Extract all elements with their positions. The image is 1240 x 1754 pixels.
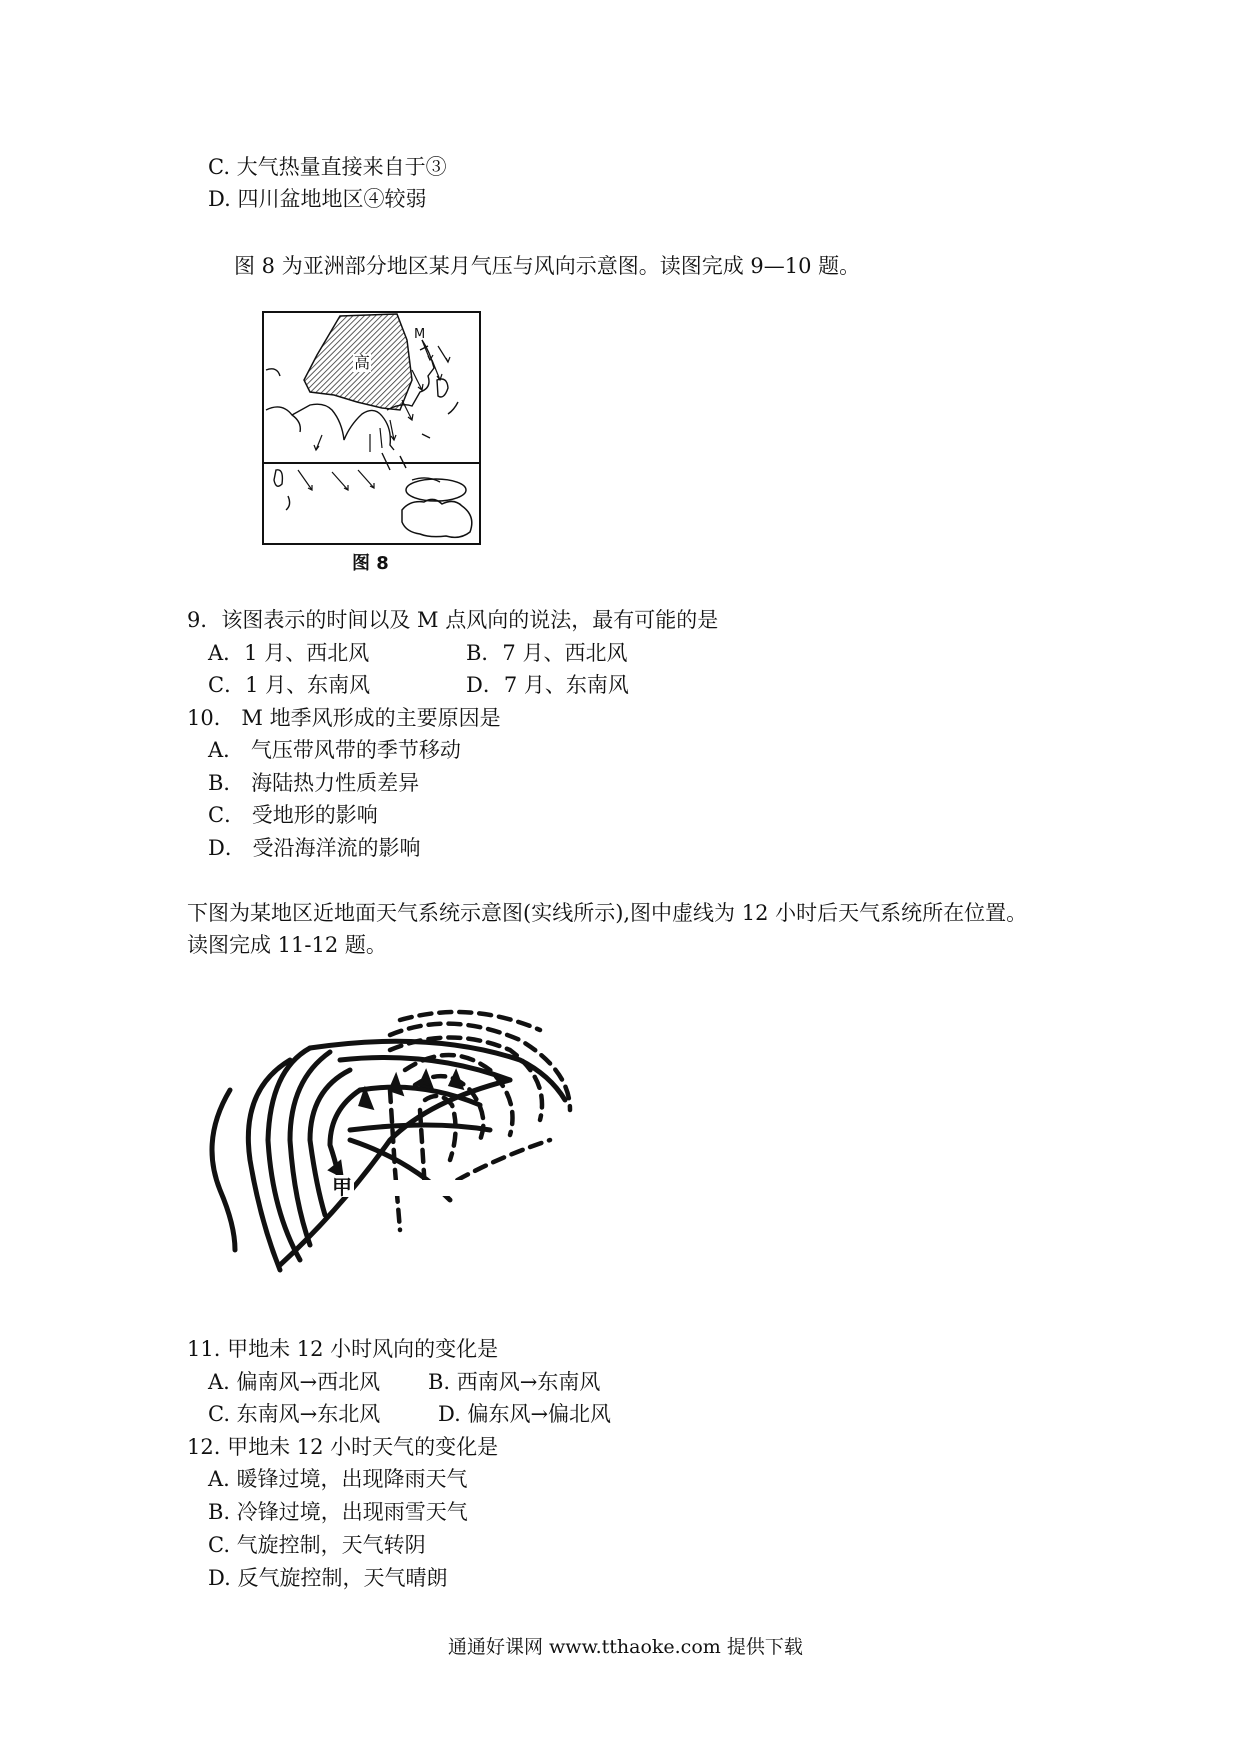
q10-option-b: B． 海陆热力性质差异 — [208, 771, 420, 795]
q11-option-d: D. 偏东风→偏北风 — [438, 1402, 612, 1426]
q12-stem: 12. 甲地未 12 小时天气的变化是 — [187, 1435, 499, 1459]
q12-option-b: B. 冷锋过境，出现雨雪天气 — [208, 1500, 468, 1524]
q10-option-d: D． 受沿海洋流的影响 — [208, 836, 421, 860]
q12-option-d: D. 反气旋控制，天气晴朗 — [208, 1566, 448, 1590]
q11-option-c: C. 东南风→东北风 — [208, 1402, 381, 1426]
q11-option-a: A. 偏南风→西北风 — [208, 1370, 381, 1394]
q9-option-c: C．1 月、东南风 — [208, 673, 371, 697]
q12-option-a: A. 暖锋过境，出现降雨天气 — [208, 1467, 468, 1491]
q10-stem: 10． M 地季风形成的主要原因是 — [187, 706, 501, 730]
fig8-caption: 图 8 — [352, 553, 389, 574]
m-point-label: M — [414, 327, 426, 342]
weather-intro-line1: 下图为某地区近地面天气系统示意图(实线所示),图中虚线为 12 小时后天气系统所在位置。 — [187, 901, 1028, 925]
q11-option-b: B. 西南风→东南风 — [428, 1370, 601, 1394]
weather-system-figure — [190, 990, 630, 1280]
fig8-intro: 图 8 为亚洲部分地区某月气压与风向示意图。读图完成 9—10 题。 — [234, 254, 861, 278]
high-label: 高 — [354, 353, 371, 372]
q9-option-d: D．7 月、东南风 — [466, 673, 629, 697]
fig8-map — [262, 310, 482, 580]
jia-label: 甲 — [332, 1175, 352, 1199]
q12-option-c: C. 气旋控制，天气转阴 — [208, 1533, 426, 1557]
q9-stem: 9．该图表示的时间以及 M 点风向的说法，最有可能的是 — [187, 608, 719, 632]
weather-svg — [190, 990, 630, 1280]
q10-option-a: A． 气压带风带的季节移动 — [208, 738, 461, 762]
page-footer: 通通好课网 www.tthaoke.com 提供下载 — [448, 1636, 803, 1658]
prev-option-c: C. 大气热量直接来自于③ — [208, 155, 447, 179]
fig8-svg — [262, 310, 482, 580]
prev-option-d: D. 四川盆地地区④较弱 — [208, 187, 427, 211]
q9-option-a: A．1 月、西北风 — [208, 641, 370, 665]
q10-option-c: C． 受地形的影响 — [208, 803, 378, 827]
q11-stem: 11. 甲地未 12 小时风向的变化是 — [187, 1337, 499, 1361]
weather-intro-line2: 读图完成 11-12 题。 — [187, 933, 387, 957]
q9-option-b: B．7 月、西北风 — [466, 641, 628, 665]
